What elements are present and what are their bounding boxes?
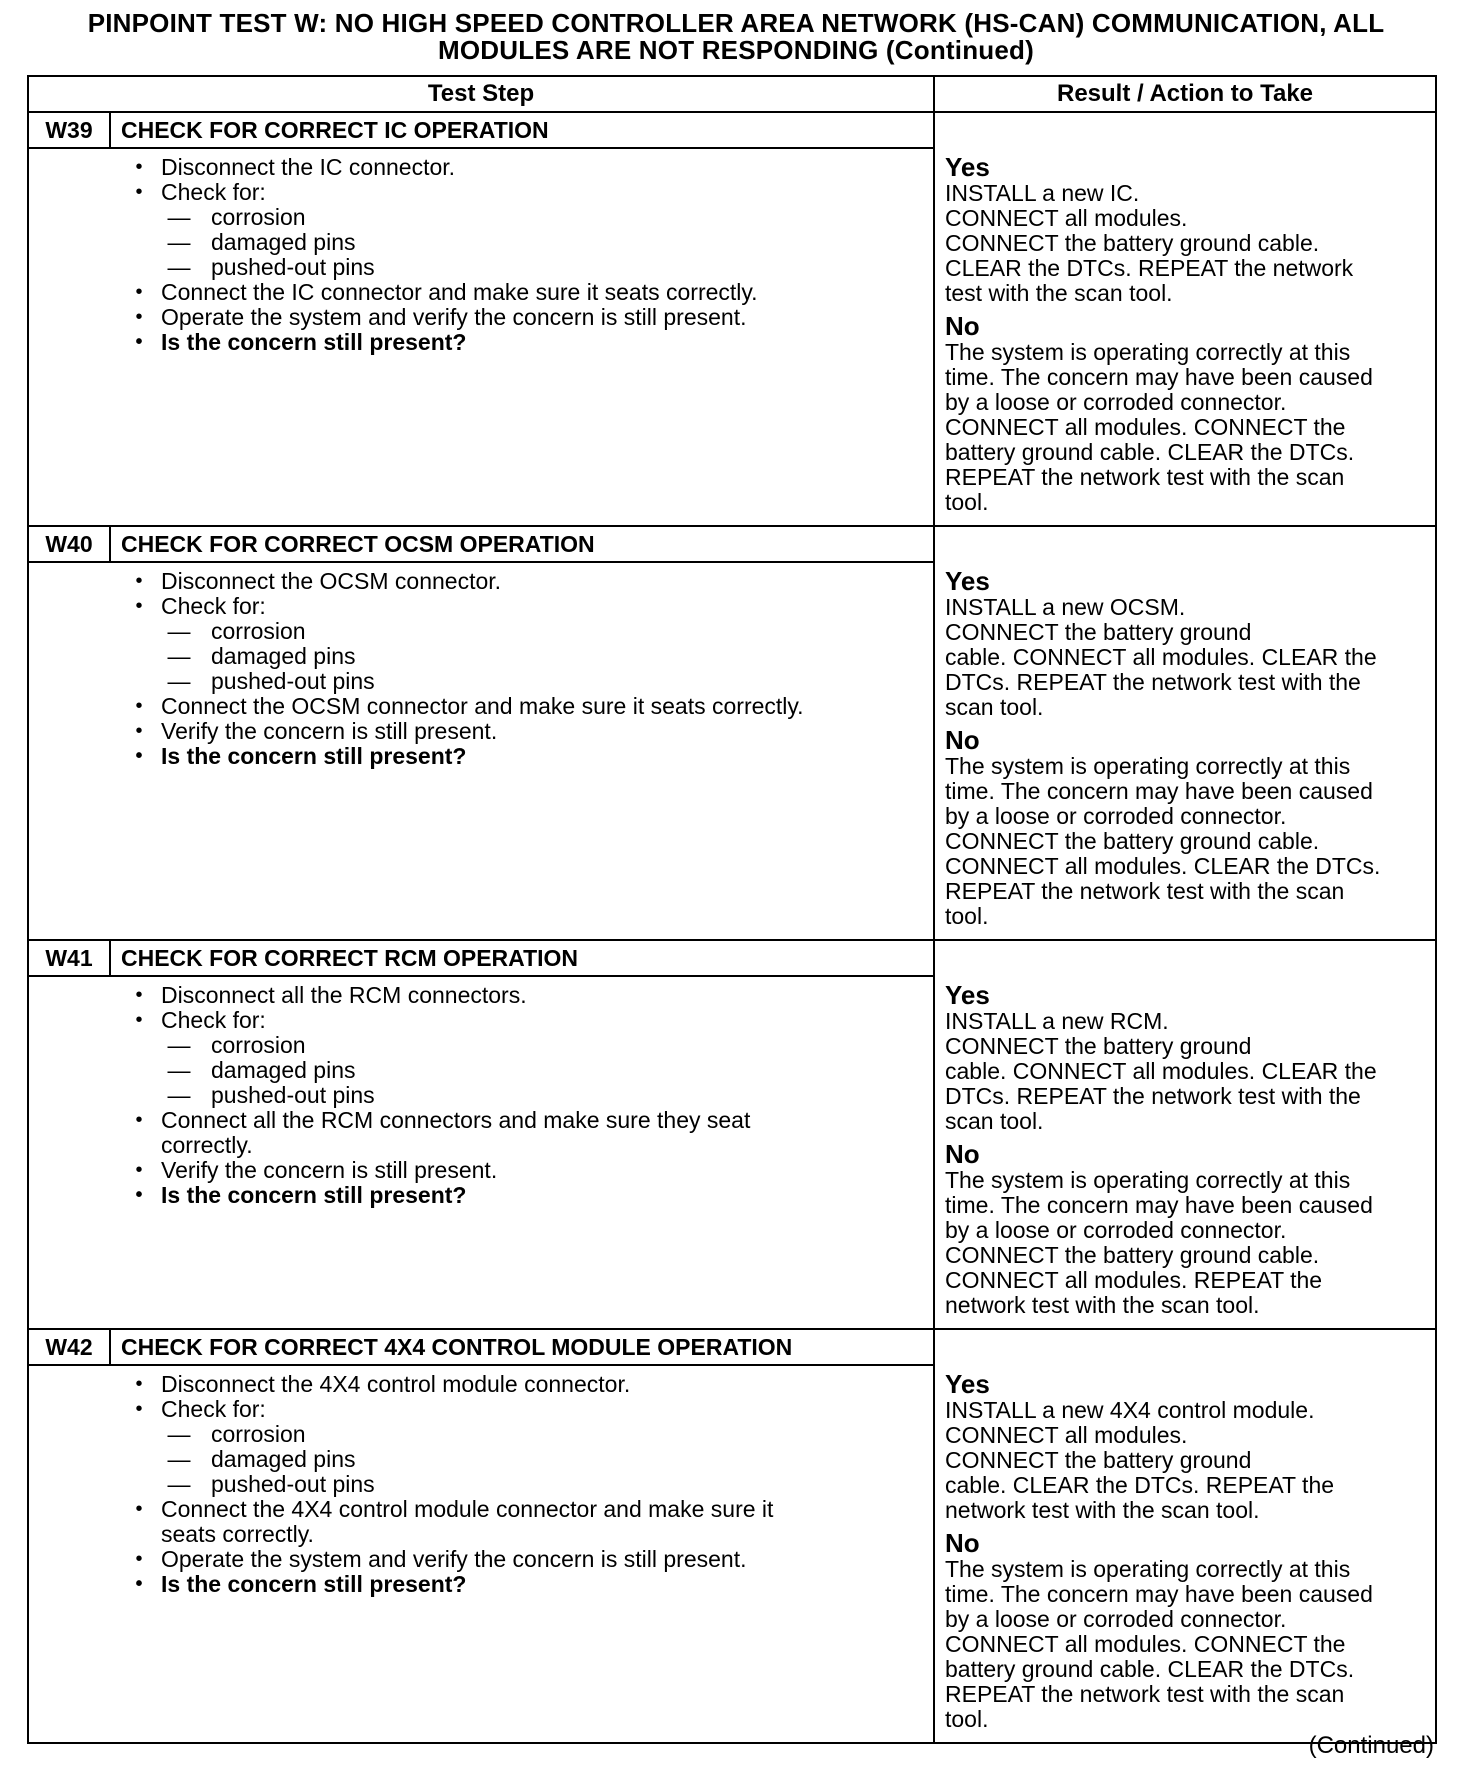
dash-marker: — <box>167 1446 191 1472</box>
instruction-text: pushed-out pins <box>211 1082 375 1108</box>
table-row <box>28 1329 1436 1743</box>
dash-marker: — <box>167 1421 191 1447</box>
table-row <box>28 940 1436 1329</box>
dash-marker: — <box>167 668 191 694</box>
instruction-text: pushed-out pins <box>211 254 375 280</box>
step-id: W39 <box>29 113 111 147</box>
dash-marker: — <box>167 204 191 230</box>
header-result-action: Result / Action to Take <box>934 76 1436 112</box>
list-item <box>29 1397 933 1422</box>
no-label: No <box>945 725 980 755</box>
pinpoint-test-table <box>27 75 1437 1744</box>
step-title: CHECK FOR CORRECT IC OPERATION <box>121 117 549 143</box>
bullet-marker: • <box>135 720 143 742</box>
list-item <box>29 255 933 280</box>
bullet-marker: • <box>135 1573 143 1595</box>
list-item <box>29 719 933 744</box>
bullet-marker: • <box>135 156 143 178</box>
instruction-text: corrosion <box>211 618 306 644</box>
list-item <box>29 1472 933 1497</box>
instruction-text: Check for: <box>161 1396 266 1422</box>
instruction-text: pushed-out pins <box>211 1471 375 1497</box>
instruction-text: Disconnect all the RCM connectors. <box>161 982 527 1008</box>
no-action-text: The system is operating correctly at this time. The concern may have been caused by a loose or corroded connector. CONNECT the battery ground cable. CONNECT all modules. REPEAT the network test with the scan tool. <box>945 1167 1373 1318</box>
bullet-marker: • <box>135 1109 143 1131</box>
dash-marker: — <box>167 1057 191 1083</box>
dash-marker: — <box>167 1471 191 1497</box>
list-item <box>29 1572 933 1597</box>
step-id: W40 <box>29 527 111 561</box>
list-item <box>29 1183 933 1208</box>
list-item <box>29 1033 933 1058</box>
header-test-step: Test Step <box>28 76 934 112</box>
step-header <box>29 113 933 149</box>
test-step-cell <box>28 940 934 1329</box>
instruction-text: Verify the concern is still present. <box>161 1157 498 1183</box>
list-item <box>29 205 933 230</box>
list-item <box>29 1497 933 1547</box>
no-label: No <box>945 1528 980 1558</box>
yes-label: Yes <box>945 566 990 596</box>
list-item <box>29 230 933 255</box>
bullet-marker: • <box>135 984 143 1006</box>
step-instructions <box>29 1366 933 1597</box>
instruction-text: corrosion <box>211 1421 306 1447</box>
bullet-marker: • <box>135 181 143 203</box>
instruction-text: Disconnect the IC connector. <box>161 154 456 180</box>
instruction-text: Check for: <box>161 1007 266 1033</box>
list-item <box>29 155 933 180</box>
dash-marker: — <box>167 643 191 669</box>
instruction-text: damaged pins <box>211 229 356 255</box>
question-text: Is the concern still present? <box>161 1571 467 1597</box>
list-item <box>29 694 933 719</box>
question-text: Is the concern still present? <box>161 1182 467 1208</box>
dash-marker: — <box>167 618 191 644</box>
yes-label: Yes <box>945 980 990 1010</box>
no-action-text: The system is operating correctly at this time. The concern may have been caused by a loose or corroded connector. CONNECT all modules. CONNECT the battery ground cable. CLEAR the DTCs. REPEAT the network test with the scan tool. <box>945 339 1373 515</box>
instruction-text: Disconnect the OCSM connector. <box>161 568 502 594</box>
no-label: No <box>945 1139 980 1169</box>
result-action-cell <box>934 1329 1436 1743</box>
list-item <box>29 1422 933 1447</box>
instruction-text: damaged pins <box>211 1446 356 1472</box>
result-action-cell <box>934 526 1436 940</box>
step-instructions <box>29 563 933 769</box>
yes-action-text: INSTALL a new OCSM. CONNECT the battery ground cable. CONNECT all modules. CLEAR the DTCs. REPEAT the network test with the scan tool. <box>945 594 1377 720</box>
bullet-marker: • <box>135 331 143 353</box>
step-header <box>29 1330 933 1366</box>
page-title-line-1: PINPOINT TEST W: NO HIGH SPEED CONTROLLER AREA NETWORK (HS-CAN) COMMUNICATION, ALL <box>87 8 1385 38</box>
page-title-line-2: MODULES ARE NOT RESPONDING (Continued) <box>438 35 1034 65</box>
list-item <box>29 1547 933 1572</box>
instruction-text: damaged pins <box>211 1057 356 1083</box>
instruction-text: Check for: <box>161 179 266 205</box>
no-action-text: The system is operating correctly at this time. The concern may have been caused by a loose or corroded connector. CONNECT all modules. CONNECT the battery ground cable. CLEAR the DTCs. REPEAT the network test with the scan tool. <box>945 1556 1373 1732</box>
instruction-text: pushed-out pins <box>211 668 375 694</box>
list-item <box>29 280 933 305</box>
list-item <box>29 180 933 205</box>
yes-action-text: INSTALL a new IC. CONNECT all modules. CONNECT the battery ground cable. CLEAR the DTCs. REPEAT the network test with the scan tool. <box>945 180 1354 306</box>
instruction-text: Connect the IC connector and make sure it seats correctly. <box>161 279 758 305</box>
instruction-text: Connect the OCSM connector and make sure it seats correctly. <box>161 693 804 719</box>
step-id: W41 <box>29 941 111 975</box>
list-item <box>29 1108 933 1158</box>
test-step-cell <box>28 526 934 940</box>
dash-marker: — <box>167 229 191 255</box>
instruction-text: Operate the system and verify the concern is still present. <box>161 1546 747 1572</box>
result-action-cell <box>934 940 1436 1329</box>
list-item <box>29 1083 933 1108</box>
bullet-marker: • <box>135 1548 143 1570</box>
list-item <box>29 1158 933 1183</box>
question-text: Is the concern still present? <box>161 329 467 355</box>
no-action-text: The system is operating correctly at this time. The concern may have been caused by a loose or corroded connector. CONNECT the battery ground cable. CONNECT all modules. CLEAR the DTCs. REPEAT the network test with the scan tool. <box>945 753 1381 929</box>
yes-action-text: INSTALL a new RCM. CONNECT the battery ground cable. CONNECT all modules. CLEAR the DTCs. REPEAT the network test with the scan tool. <box>945 1008 1377 1134</box>
step-header <box>29 527 933 563</box>
instruction-text: Connect all the RCM connectors and make sure they seat correctly. <box>161 1107 751 1158</box>
table-body <box>28 112 1436 1743</box>
list-item <box>29 594 933 619</box>
bullet-marker: • <box>135 1498 143 1520</box>
instruction-text: corrosion <box>211 1032 306 1058</box>
instruction-text: damaged pins <box>211 643 356 669</box>
dash-marker: — <box>167 254 191 280</box>
list-item <box>29 644 933 669</box>
bullet-marker: • <box>135 695 143 717</box>
list-item <box>29 1447 933 1472</box>
list-item <box>29 1008 933 1033</box>
yes-label: Yes <box>945 152 990 182</box>
list-item <box>29 569 933 594</box>
bullet-marker: • <box>135 306 143 328</box>
step-title: CHECK FOR CORRECT OCSM OPERATION <box>121 531 595 557</box>
instruction-text: Check for: <box>161 593 266 619</box>
bullet-marker: • <box>135 1398 143 1420</box>
instruction-text: Connect the 4X4 control module connector and make sure it seats correctly. <box>161 1496 774 1547</box>
step-title: CHECK FOR CORRECT RCM OPERATION <box>121 945 579 971</box>
step-id: W42 <box>29 1330 111 1364</box>
instruction-text: Disconnect the 4X4 control module connector. <box>161 1371 631 1397</box>
yes-action-text: INSTALL a new 4X4 control module. CONNECT all modules. CONNECT the battery ground cable. CLEAR the DTCs. REPEAT the network test with the scan tool. <box>945 1397 1335 1523</box>
step-instructions <box>29 149 933 355</box>
no-label: No <box>945 311 980 341</box>
bullet-marker: • <box>135 570 143 592</box>
bullet-marker: • <box>135 281 143 303</box>
question-text: Is the concern still present? <box>161 743 467 769</box>
test-step-cell <box>28 1329 934 1743</box>
bullet-marker: • <box>135 1009 143 1031</box>
test-step-cell <box>28 112 934 526</box>
yes-label: Yes <box>945 1369 990 1399</box>
list-item <box>29 744 933 769</box>
list-item <box>29 669 933 694</box>
page-title <box>20 10 1452 64</box>
bullet-marker: • <box>135 745 143 767</box>
result-action-cell <box>934 112 1436 526</box>
list-item <box>29 330 933 355</box>
dash-marker: — <box>167 1082 191 1108</box>
instruction-text: corrosion <box>211 204 306 230</box>
instruction-text: Verify the concern is still present. <box>161 718 498 744</box>
bullet-marker: • <box>135 595 143 617</box>
list-item <box>29 1372 933 1397</box>
step-header <box>29 941 933 977</box>
bullet-marker: • <box>135 1159 143 1181</box>
step-instructions <box>29 977 933 1208</box>
list-item <box>29 1058 933 1083</box>
bullet-marker: • <box>135 1373 143 1395</box>
instruction-text: Operate the system and verify the concern is still present. <box>161 304 747 330</box>
dash-marker: — <box>167 1032 191 1058</box>
step-title: CHECK FOR CORRECT 4X4 CONTROL MODULE OPERATION <box>121 1334 793 1360</box>
list-item <box>29 305 933 330</box>
bullet-marker: • <box>135 1184 143 1206</box>
list-item <box>29 619 933 644</box>
table-row <box>28 112 1436 526</box>
table-row <box>28 526 1436 940</box>
continued-label: (Continued) <box>1308 1732 1434 1759</box>
list-item <box>29 983 933 1008</box>
table-header-row <box>28 76 1436 112</box>
